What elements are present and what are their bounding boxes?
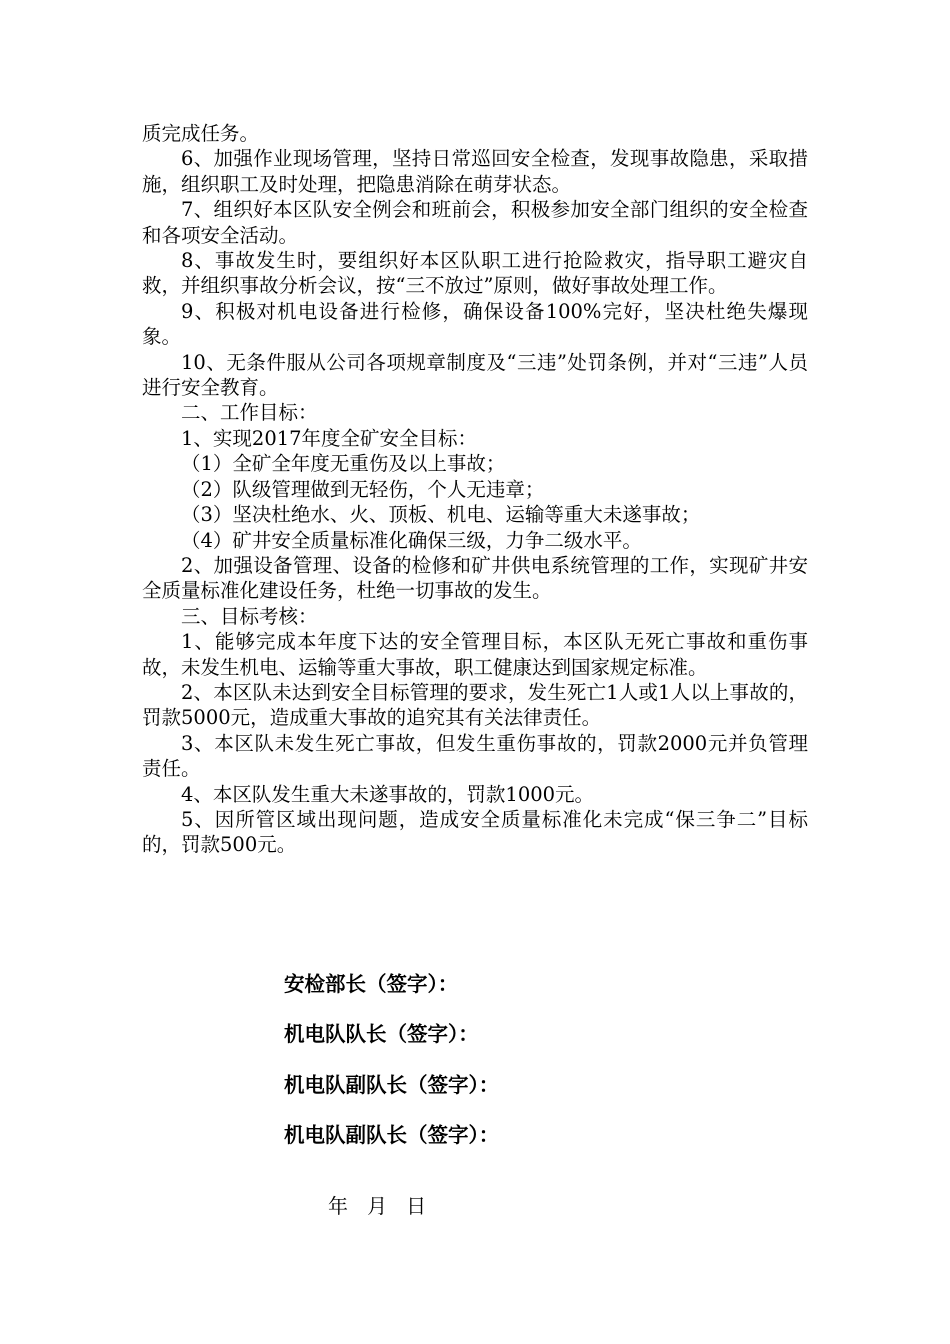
paragraph-item-8: 8、事故发生时，要组织好本区队职工进行抢险救灾，指导职工避灾自救，并组织事故分析会议，按“三不放过”原则，做好事故处理工作。 bbox=[142, 249, 808, 298]
goal-sub-4: （4）矿井安全质量标准化确保三级，力争二级水平。 bbox=[181, 528, 642, 552]
assessment-item-5: 5、因所管区域出现问题，造成安全质量标准化未完成“保三争二”目标的，罚款500元。 bbox=[142, 807, 808, 857]
paragraph-continuation: 质完成任务。 bbox=[142, 122, 260, 145]
paragraph-item-9: 9、积极对机电设备进行检修，确保设备100%完好，坚决杜绝失爆现象。 bbox=[142, 299, 808, 349]
assessment-item-4: 4、本区队发生重大未遂事故的，罚款1000元。 bbox=[181, 782, 595, 806]
signature-team-leader: 机电队队长（签字）： bbox=[284, 1022, 479, 1046]
assessment-item-3: 3、本区队未发生死亡事故，但发生重伤事故的，罚款2000元并负管理责任。 bbox=[142, 731, 808, 781]
goal-sub-3: （3）坚决杜绝水、火、顶板、机电、运输等重大未遂事故； bbox=[181, 503, 701, 527]
section-heading-work-goals: 二、工作目标： bbox=[181, 401, 318, 425]
paragraph-item-10: 10、无条件服从公司各项规章制度及“三违”处罚条例，并对“三违”人员进行安全教育。 bbox=[142, 350, 808, 400]
signature-deputy-leader-1: 机电队副队长（签字）： bbox=[284, 1073, 500, 1097]
goal-item-1: 1、实现2017年度全矿安全目标： bbox=[181, 426, 478, 450]
body-text bbox=[142, 121, 808, 858]
paragraph-item-7: 7、组织好本区队安全例会和班前会，积极参加安全部门组织的安全检查和各项安全活动。 bbox=[142, 198, 808, 247]
goal-item-2: 2、加强设备管理、设备的检修和矿井供电系统管理的工作，实现矿井安全质量标准化建设任务，杜绝一切事故的发生。 bbox=[142, 553, 808, 603]
section-heading-assessment: 三、目标考核： bbox=[181, 604, 318, 628]
assessment-item-2: 2、本区队未达到安全目标管理的要求，发生死亡1人或1人以上事故的，罚款5000元，造成重大事故的追究其有关法律责任。 bbox=[142, 680, 808, 730]
goal-sub-1: （1）全矿全年度无重伤及以上事故； bbox=[181, 452, 506, 476]
signature-deputy-leader-2: 机电队副队长（签字）： bbox=[284, 1123, 500, 1147]
date-line: 年 月 日 bbox=[328, 1194, 427, 1218]
goal-sub-2: （2）队级管理做到无轻伤，个人无违章； bbox=[181, 477, 545, 501]
assessment-item-1: 1、能够完成本年度下达的安全管理目标，本区队无死亡事故和重伤事故，未发生机电、运输等重大事故，职工健康达到国家规定标准。 bbox=[142, 630, 808, 679]
paragraph-item-6: 6、加强作业现场管理，坚持日常巡回安全检查，发现事故隐患，采取措施，组织职工及时处理，把隐患消除在萌芽状态。 bbox=[142, 147, 808, 196]
signature-safety-director: 安检部长（签字）： bbox=[284, 972, 459, 996]
